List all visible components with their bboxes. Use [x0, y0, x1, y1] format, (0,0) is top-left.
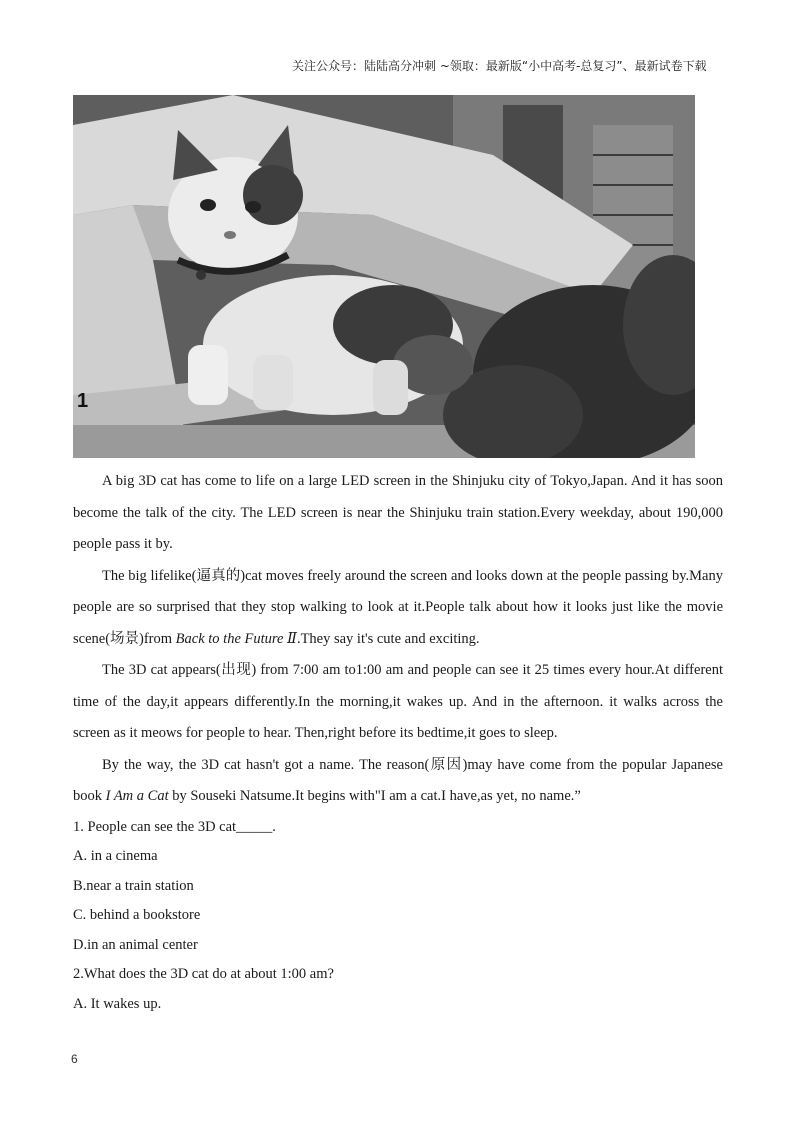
book-title: I Am a Cat [105, 788, 169, 804]
question-2-option-a: A. It wakes up. [73, 995, 162, 1012]
question-1-option-d: D.in an animal center [73, 936, 198, 953]
question-1-option-a: A. in a cinema [73, 848, 158, 864]
paragraph-1: A big 3D cat has come to life on a large LED screen in the Shinjuku city of Tokyo,Japan. And it has soon become the talk of the city. The LED screen is near the Shinjuku train station.Every weekday, about 190,000 people pass it by. [73, 473, 723, 552]
article-body [73, 466, 723, 1019]
paragraph-2 [73, 561, 723, 656]
paragraph-4 [73, 750, 723, 813]
paragraph-4-text-end: by Souseki Natsume.It begins with"I am a cat.I have,as yet, no name.” [168, 788, 581, 804]
movie-title: Back to the Future Ⅱ [175, 630, 297, 647]
paragraph-2-text-end: .They say it's cute and exciting. [296, 630, 480, 647]
question-1-option-c: C. behind a bookstore [73, 907, 201, 923]
paragraph-3: The 3D cat appears(出现) from 7:00 am to1:00 am and people can see it 25 times every hour.At different time of the day,it appears differently.In the morning,it wakes up. And in the afternoon. it walks across the screen as it meows for people to hear. Then,right before its bedtime,it goes to sleep. [73, 662, 723, 741]
question-1: 1. People can see the 3D cat_____. [73, 818, 276, 835]
question-2: 2.What does the 3D cat do at about 1:00 am? [73, 966, 334, 982]
page-number: 6 [71, 1052, 78, 1066]
corner-digit: 1 [77, 390, 89, 412]
cat-illustration [73, 95, 695, 458]
page-header: 关注公众号：陆陆高分冲刺 ~领取：最新版“小中高考-总复习”、最新试卷下载 [292, 59, 707, 73]
cat-photo [73, 95, 695, 458]
paragraph-4-text-start: By the way, the 3D cat hasn't got a name. The reason(原因)may have come from the popular Japanese book [73, 756, 723, 804]
paragraph-2-text-start: The big lifelike(逼真的)cat moves freely around the screen and looks down at the people passing by.Many people are so surprised that they stop walking to look at it.People talk about how it looks just like the movie scene(场景)from [73, 567, 723, 647]
question-1-option-b: B.near a train station [73, 877, 194, 894]
